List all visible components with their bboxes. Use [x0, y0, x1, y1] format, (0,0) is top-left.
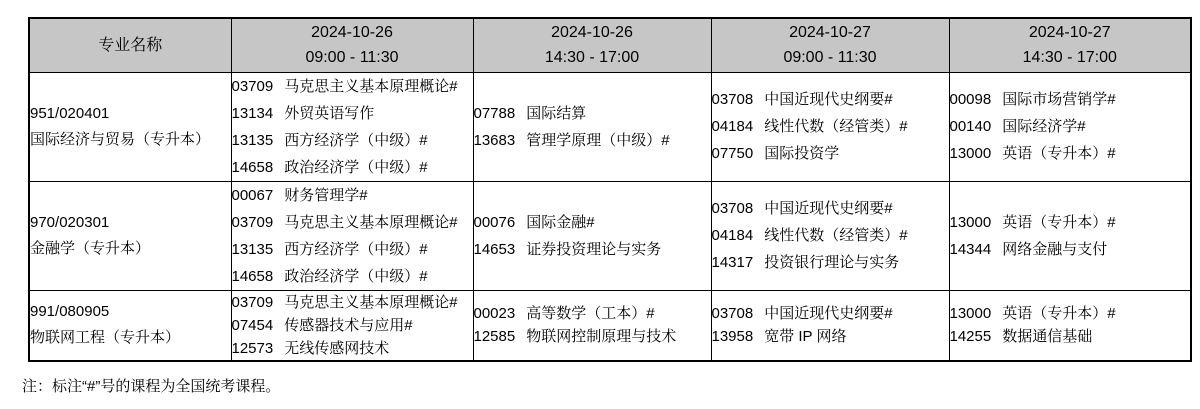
course-line — [950, 325, 1191, 348]
session-cell — [711, 290, 949, 361]
session-cell — [231, 290, 473, 361]
course-name: 英语（专升本）# — [1002, 145, 1116, 162]
major-name: 金融学（专升本） — [30, 239, 151, 257]
course-code: 14658 — [231, 158, 274, 176]
session-cell — [231, 181, 473, 290]
course-line — [950, 113, 1191, 140]
course-code: 04184 — [711, 227, 754, 244]
course-line — [232, 236, 473, 263]
course-name: 中国近现代史纲要# — [764, 91, 893, 108]
course-code: 03709 — [231, 213, 274, 231]
course-code: 07454 — [231, 316, 274, 334]
session-header-cell — [231, 18, 473, 72]
course-name: 中国近现代史纲要# — [764, 200, 893, 217]
major-cell — [29, 181, 231, 290]
course-line — [474, 100, 711, 127]
course-line — [232, 154, 473, 181]
course-code: 03708 — [711, 305, 754, 322]
session-cell — [949, 72, 1191, 181]
course-code: 04184 — [711, 118, 754, 135]
course-line — [232, 263, 473, 290]
course-line — [232, 337, 473, 360]
course-name: 传感器技术与应用# — [284, 316, 413, 334]
course-name: 国际金融# — [526, 213, 595, 231]
session-header-cell — [711, 18, 949, 72]
course-name: 无线传感网技术 — [284, 339, 390, 357]
major-code: 970/020301 — [30, 213, 110, 231]
session-cell — [949, 290, 1191, 361]
course-code: 00140 — [949, 118, 992, 135]
course-name: 马克思主义基本原理概论# — [284, 77, 458, 95]
header-date: 2024-10-27 — [789, 24, 871, 42]
course-name: 线性代数（经管类）# — [764, 118, 908, 135]
course-name: 政治经济学（中级）# — [284, 267, 428, 285]
course-name: 国际投资学 — [764, 145, 840, 162]
course-line — [474, 236, 711, 263]
course-code: 07788 — [473, 104, 516, 122]
course-line — [474, 325, 711, 348]
course-name: 西方经济学（中级）# — [284, 131, 428, 149]
major-cell — [29, 290, 231, 361]
course-code: 07750 — [711, 145, 754, 162]
course-line — [712, 249, 949, 276]
schedule-body — [29, 72, 1191, 361]
course-code: 13134 — [231, 104, 274, 122]
course-name: 政治经济学（中级）# — [284, 158, 428, 176]
course-line — [474, 127, 711, 154]
course-code: 13000 — [949, 305, 992, 322]
course-code: 14344 — [949, 240, 992, 258]
course-line — [950, 86, 1191, 113]
major-name: 国际经济与贸易（专升本） — [30, 130, 211, 148]
course-line — [950, 140, 1191, 167]
course-line — [712, 140, 949, 167]
course-code: 03708 — [711, 200, 754, 217]
course-code: 13000 — [949, 145, 992, 162]
major-code: 951/020401 — [30, 104, 110, 122]
course-name: 中国近现代史纲要# — [764, 305, 893, 322]
course-name: 网络金融与支付 — [1002, 240, 1108, 258]
course-line — [474, 209, 711, 236]
course-line — [712, 222, 949, 249]
course-name: 财务管理学# — [284, 186, 368, 204]
table-row — [29, 181, 1191, 290]
table-row — [29, 290, 1191, 361]
course-code: 13135 — [231, 131, 274, 149]
course-line — [950, 302, 1191, 325]
course-name: 外贸英语写作 — [284, 104, 375, 122]
course-code: 03709 — [231, 77, 274, 95]
course-line — [232, 291, 473, 314]
header-date: 2024-10-27 — [1028, 24, 1111, 42]
table-row — [29, 72, 1191, 181]
course-code: 14658 — [231, 267, 274, 285]
course-name: 国际市场营销学# — [1002, 91, 1116, 108]
course-name: 西方经济学（中级）# — [284, 240, 428, 258]
session-cell — [231, 72, 473, 181]
footnote: 注：标注“#”号的课程为全国统考课程。 — [22, 378, 281, 395]
course-name: 马克思主义基本原理概论# — [284, 293, 458, 311]
course-line — [474, 302, 711, 325]
major-name: 物联网工程（专升本） — [30, 329, 181, 346]
course-code: 12585 — [473, 328, 516, 345]
course-line — [232, 182, 473, 209]
course-name: 线性代数（经管类）# — [764, 227, 908, 244]
header-date: 2024-10-26 — [551, 24, 633, 42]
course-code: 00098 — [949, 91, 992, 108]
course-name: 宽带 IP 网络 — [764, 328, 847, 345]
course-code: 14317 — [711, 254, 754, 271]
course-line — [950, 236, 1191, 263]
header-time: 09:00 - 11:30 — [783, 49, 877, 67]
course-line — [712, 302, 949, 325]
course-code: 00067 — [231, 186, 274, 204]
course-code: 13135 — [231, 240, 274, 258]
course-code: 13683 — [473, 131, 516, 149]
session-header-cell — [949, 18, 1191, 72]
course-name: 高等数学（工本）# — [526, 305, 655, 322]
header-row — [29, 18, 1191, 72]
course-name: 英语（专升本）# — [1002, 305, 1116, 322]
course-name: 马克思主义基本原理概论# — [284, 213, 458, 231]
header-time: 14:30 - 17:00 — [1022, 49, 1117, 67]
course-name: 投资银行理论与实务 — [764, 254, 900, 271]
course-code: 13958 — [711, 328, 754, 345]
course-code: 14653 — [473, 240, 516, 258]
course-line — [232, 209, 473, 236]
header-time: 14:30 - 17:00 — [544, 49, 640, 67]
course-line — [712, 325, 949, 348]
course-code: 00023 — [473, 305, 516, 322]
session-cell — [949, 181, 1191, 290]
course-line — [712, 113, 949, 140]
course-code: 14255 — [949, 328, 992, 345]
exam-schedule — [28, 17, 1192, 362]
major-cell — [29, 72, 231, 181]
course-code: 00076 — [473, 213, 516, 231]
major-header-label: 专业名称 — [98, 36, 163, 54]
course-name: 管理学原理（中级）# — [526, 131, 670, 149]
session-cell — [473, 181, 711, 290]
major-code: 991/080905 — [30, 303, 110, 320]
course-code: 03709 — [231, 293, 274, 311]
session-cell — [473, 290, 711, 361]
header-time: 09:00 - 11:30 — [305, 49, 399, 67]
course-line — [232, 100, 473, 127]
course-line — [712, 86, 949, 113]
course-line — [950, 209, 1191, 236]
course-line — [232, 127, 473, 154]
header-date: 2024-10-26 — [311, 24, 393, 42]
session-cell — [711, 181, 949, 290]
course-line — [232, 73, 473, 100]
course-name: 数据通信基础 — [1002, 328, 1093, 345]
exam-schedule-table — [28, 17, 1192, 362]
course-line — [712, 195, 949, 222]
major-header-cell — [29, 18, 231, 72]
course-code: 03708 — [711, 91, 754, 108]
course-line — [232, 314, 473, 337]
course-name: 证券投资理论与实务 — [526, 240, 662, 258]
session-cell — [711, 72, 949, 181]
session-header-cell — [473, 18, 711, 72]
course-name: 国际结算 — [526, 104, 587, 122]
course-code: 12573 — [231, 339, 274, 357]
course-code: 13000 — [949, 213, 992, 231]
course-name: 国际经济学# — [1002, 118, 1086, 135]
course-name: 英语（专升本）# — [1002, 213, 1116, 231]
session-cell — [473, 72, 711, 181]
course-name: 物联网控制原理与技术 — [526, 328, 677, 345]
